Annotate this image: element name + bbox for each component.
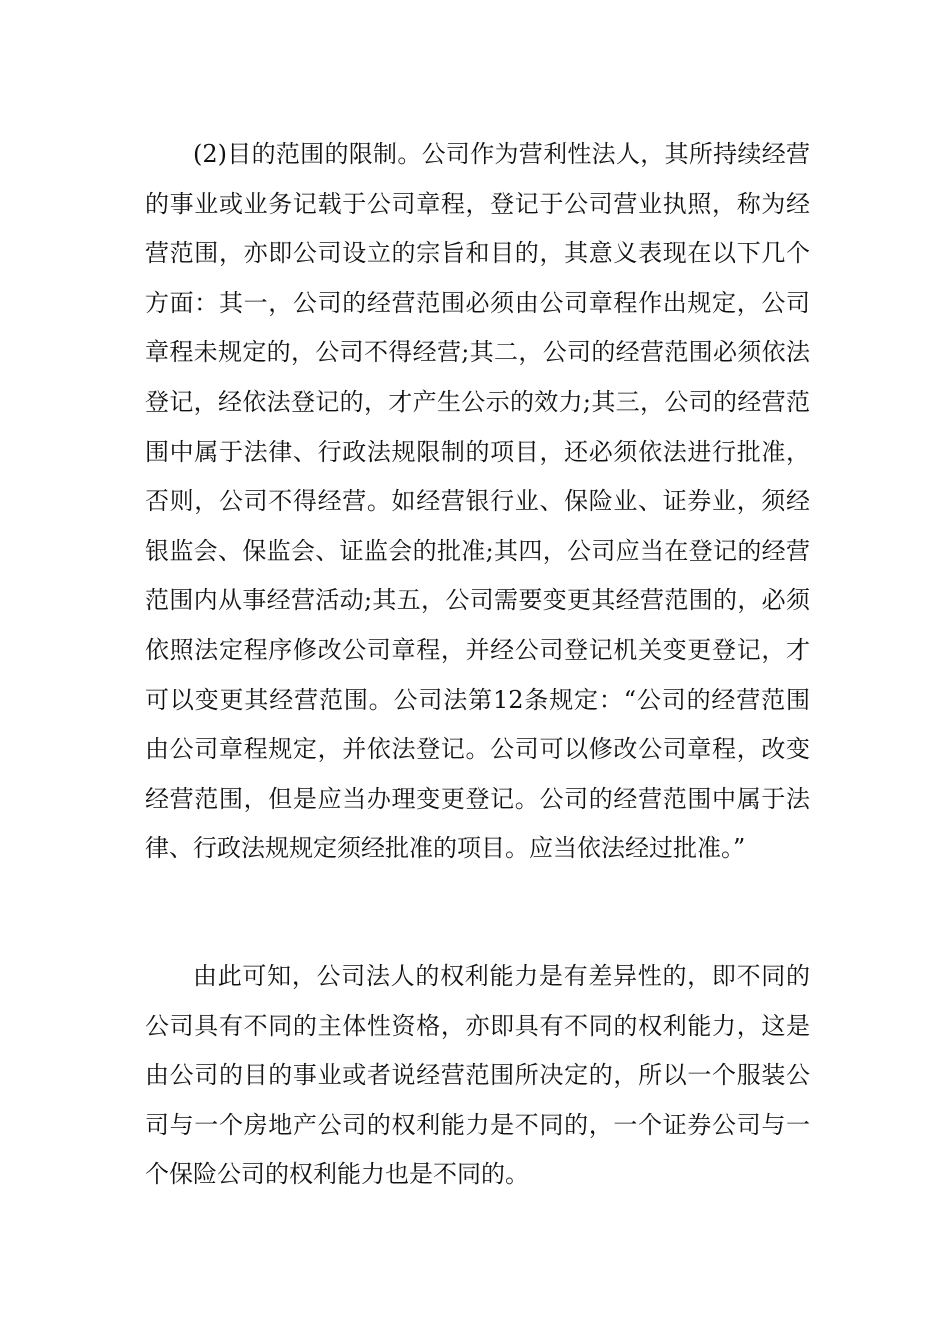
paragraph-conclusion: 由此可知，公司法人的权利能力是有差异性的，即不同的公司具有不同的主体性资格，亦即具有不同的权利能力，这是由公司的目的事业或者说经营范围所决定的，所以一个服装公司与一个房地产公司的权利能力是不同的，一个证券公司与一个保险公司的权利能力也是不同的。	[145, 962, 810, 1189]
paragraph-purpose-scope: (2)目的范围的限制。公司作为营利性法人，其所持续经营的事业或业务记载于公司章程，登记于公司营业执照，称为经营范围，亦即公司设立的宗旨和目的，其意义表现在以下几个方面：其一，公司的经营范围必须由公司章程作出规定，公司章程未规定的，公司不得经营;其二，公司的经营范围必须依法登记，经依法登记的，才产生公示的效力;其三，公司的经营范围中属于法律、行政法规限制的项目，还必须依法进行批准，否则，公司不得经营。如经营银行业、保险业、证券业，须经银监会、保监会、证监会的批准;其四，公司应当在登记的经营范围内从事经营活动;其五，公司需要变更其经营范围的，必须依照法定程序修改公司章程，并经公司登记机关变更登记，才可以变更其经营范围。公司法第12条规定：“公司的经营范围由公司章程规定，并依法登记。公司可以修改公司章程，改变经营范围，但是应当办理变更登记。公司的经营范围中属于法律、行政法规规定须经批准的项目。应当依法经过批准。”	[145, 140, 810, 863]
